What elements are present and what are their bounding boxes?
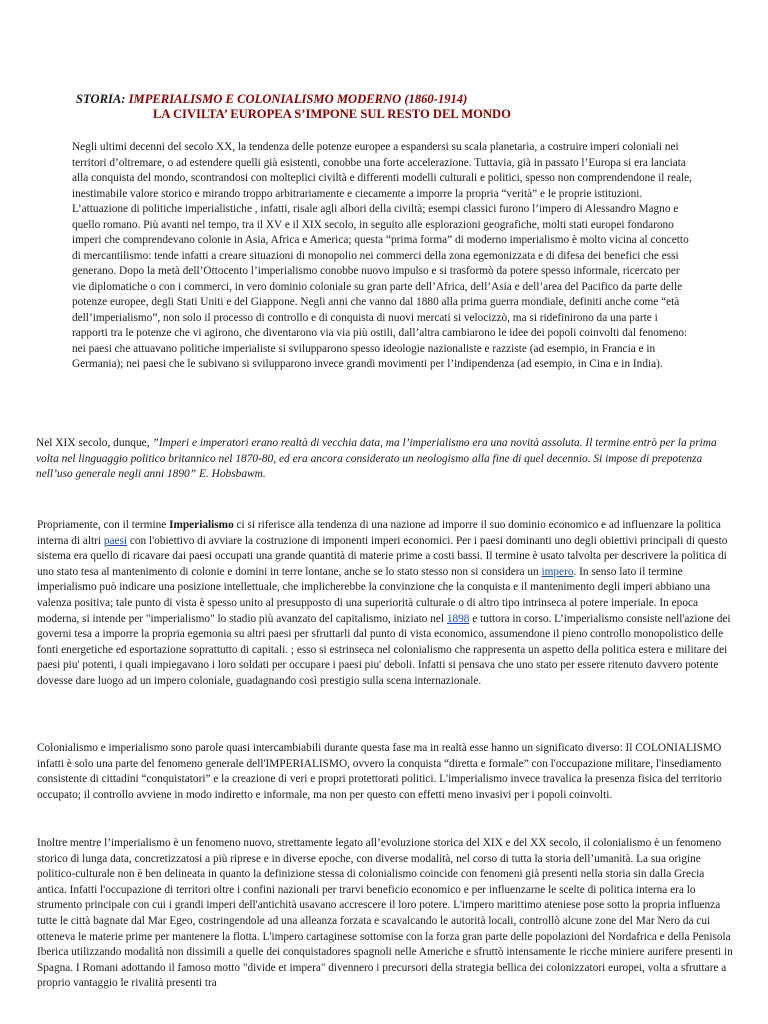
quote-paragraph [36,436,726,483]
term-imperialismo: Imperialismo [169,519,234,531]
title-label: STORIA: [76,92,126,106]
storia-paragraph: Inoltre mentre l’imperialismo è un fenomeno nuovo, strettamente legato all’evoluzione storica del XIX e del XX secolo, il colonialismo è un fenomeno storico di lunga data, concretizzatosi a più riprese e in diverse epoche, con diverse modalità, nel corso di tutta la storia dell’umanità. La sua origine politico-culturale non è ben delineata in quanto la definizione stessa di colonialismo coincide con fenomeni già presenti nella storia sin dalla Grecia antica. Infatti l'occupazione di territori oltre i confini nazionali per trarvi beneficio economico e per influenzarne le scelte di politica interna era lo strumento principale con cui i grandi imperi dell'antichità usavano accrescere il loro potere. L'impero marittimo ateniese pose sotto la propria influenza tutte le città bagnate dal Mar Egeo, costringendole ad una alleanza forzata e scavalcando le autorità locali, controllò alcune zone del Mar Nero da cui otteneva le materie prime per mantenere la flotta. L'impero cartaginese sottomise con la forza gran parte delle popolazioni del Nordafrica e della Penisola Iberica utilizzando modalità non dissimili a quelle dei conquistadores spagnoli nelle Americhe e sfruttò intensamente le ricche miniere aurifere presenti in Spagna. I Romani adottando il famoso motto "divide et impera" divennero i precursori della strategia bellica dei colonizzatori europei, volta a sfruttare a proprio vantaggio le rivalità presenti tra [37,837,733,990]
impero-link[interactable]: impero [541,565,574,578]
page-title [76,92,467,107]
year-1898-link[interactable]: 1898 [446,612,470,625]
s1-text-e: e tuttora in corso. L’imperialismo consiste nell'azione dei governi tesa a imporre la propria egemonia su altri paesi per sfruttarli dal punto di vista economico, assumendone il pieno controllo monopolistico delle fonti energetiche ed esportazione soprattutto di capitali. ; esso si estrinseca nel colonialismo che rappresenta un aspetto della politica estera e militare dei paesi piu' potenti, i quali impiegavano i loro soldati per occupare i paesi piu' deboli. Infatti si pensava che uno stato per essere ritenuto davvero potente dovesse dare luogo ad un impero coloniale, guadagnando così prestigio sulla scena internazionale. [37,612,731,687]
intro-text: Negli ultimi decenni del secolo XX, la tendenza delle potenze europee a espandersi su scala planetaria, a costruire imperi coloniali nei territori d’oltremare, o ad estendere quelli già esistenti, conobbe una forte accelerazione. Tuttavia, già in passato l’Europa si era lanciata alla conquista del mondo, scontrandosi con molteplici civiltà e differenti modelli culturali e politici, spesso non comprendendone il reale, inestimabile valore storico e mirando troppo arbitrariamente e ciecamente a imporre la propria “verità” e le proprie istituzioni. L’attuazione di politiche imperialistiche , infatti, risale agli albori della civiltà; esempi classici furono l’impero di Alessandro Magno e quello romano. Più avanti nel tempo, tra il XV e il XIX secolo, in seguito alle esplorazioni geografiche, molti stati europei fondarono imperi che comprendevano colonie in Asia, Africa e America; questa “prima forma” di moderno imperialismo è molto vicina al concetto di mercantilismo: tende infatti a creare situazioni di monopolio nei commerci della zona egemonizzata e di difesa dei benefici che essi generano. Dopo la metà dell’Ottocento l’imperialismo conobbe nuovo impulso e si trasformò da potere spesso informale, ricercato per vie diplomatiche o con i commerci, in vero dominio coloniale su gran parte dell’Africa, dell’Asia e dell’area del Pacifico da parte delle potenze europee, degli Stati Uniti e del Giappone. Negli anni che vanno dal 1880 alla prima guerra mondiale, definiti anche come “età dell’imperialismo”, non solo il processo di controllo e di conquista di nuovi mercati si velocizzò, ma si ridefinirono da una parte i rapporti tra le potenze che vi agirono, che diventarono via via più ostili, dall’altra cambiarono le idee dei popoli coinvolti dal fenomeno: nei paesi che attuavano politiche imperialiste si svilupparono spesso ideologie nazionaliste e razziste (ad esempio, in Francia e in Germania); nei paesi che le subivano si svilupparono invece grandi movimenti per l’indipendenza (ad esempio, in Cina e in India). [72,141,693,370]
s1-text-c: con l'obiettivo di avviare la costruzione di imponenti imperi economici. Per i paesi dominanti uno degli obiettivi principali di questo sistema era quello di ricavare dai paesi occupati una grande quantità di materie prime a costi bassi. Il termine è usato talvolta per descrivere la politica di uno stato tesa al mantenimento di colonie e domini in terre lontane, anche se lo stato stesso non si considera un [37,534,728,578]
hobsbawm-quote [36,436,726,483]
paesi-link[interactable]: paesi [103,534,128,547]
section-storia-colonialismo [37,836,734,992]
s1-text-a: Propriamente, con il termine [37,519,170,531]
section-imperialismo [37,518,734,690]
page-subtitle: LA CIVILTA’ EUROPEA S’IMPONE SUL RESTO DEL MONDO [153,107,511,121]
intro-paragraph [72,140,696,373]
quote-lead: Nel XIX secolo, dunque, [36,437,153,449]
s1-text-d: . In senso lato il termine imperialismo può indicare una posizione intellettuale, che implicherebbe la convinzione che la conquista e il mantenimento degli imperi abbiano una valenza positiva; tale punto di vista è spesso unito al presupposto di una superiorità culturale o di altro tipo intrinseca al potere imperiale. In epoca moderna, si intende per "imperialismo" lo stadio più avanzato del capitalismo, iniziato nel [37,565,711,625]
imperialismo-paragraph [37,518,734,690]
s1-text-b: ci si riferisce alla tendenza di una nazione ad imporre il suo dominio economico e ad influenzare la politica interna di altri [37,519,721,547]
quote-author: E. Hobsbawm. [196,468,266,481]
quote-text: ”Imperi e imperatori erano realtà di vecchia data, ma l’imperialismo era una novità assoluta. Il termine entrò per la prima volta nel linguaggio politico britannico nel 1870-80, ed era ancora considerato un neologismo alla fine di quel decennio. Si impose di prepotenza nell’uso generale negli anni 1890” [36,437,717,481]
section-colonialismo [37,741,734,803]
colonialismo-paragraph: Colonialismo e imperialismo sono parole quasi intercambiabili durante questa fase ma in realtà esse hanno un significato diverso: Il COLONIALISMO infatti è solo una parte del fenomeno generale dell'IMPERIALISMO, ovvero la conquista “diretta e formale” con l'occupazione militare, l'insediamento consistente di cittadini “conquistatori” e la creazione di veri e propri protettorati politici. L'imperialismo invece travalica la presenza fisica del territorio occupato; il controllo avviene in modo indiretto e informale, ma non per questo con effetti meno invasivi per i popoli coinvolti. [37,742,722,801]
title-text: IMPERIALISMO E COLONIALISMO MODERNO (1860-1914) [125,92,468,106]
